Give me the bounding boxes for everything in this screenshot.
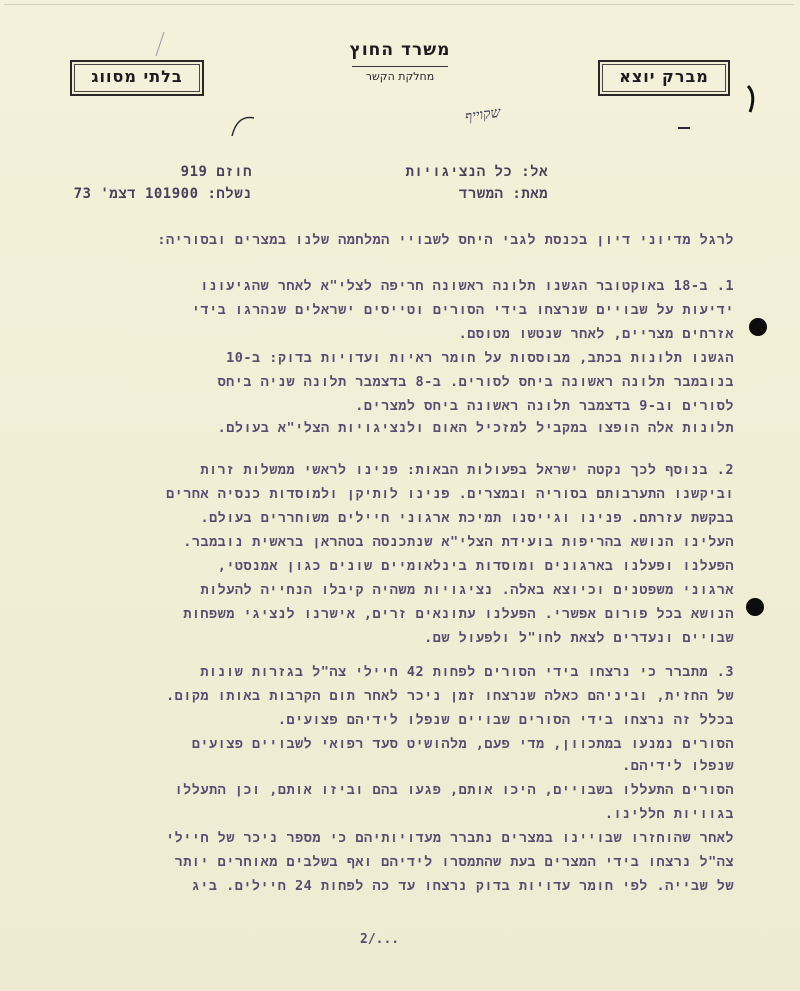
department-title: מחלקת הקשר <box>365 70 435 83</box>
body-line: לסורים וב-9 בדצמבר תלונה ראשונה ביחס למצרים. <box>355 398 734 414</box>
message-type-stamp: מברק יוצא <box>598 60 730 96</box>
body-line: שבויים ונעדרים לצאת לחו"ל ולפעול שם. <box>424 630 734 646</box>
body-line: 2. בנוסף לכך נקטה ישראל בפעולות הבאות: פנינו לראשי ממשלות זרות <box>200 462 734 478</box>
header-from: מאת: המשרד <box>458 186 548 202</box>
header-to: אל: כל הנציגויות <box>405 164 548 180</box>
body-line: ארגוני משפטנים וכיוצא באלה. נציגויות משהיה קיבלו הנחייה להעלות <box>200 582 734 598</box>
ministry-title: משרד החוץ <box>349 40 451 60</box>
body-line: 3. מתברר כי נרצחו בידי הסורים לפחות 42 חיילי צה"ל בגזרות שונות <box>200 664 734 680</box>
body-line: בכלל זה נרצחו בידי הסורים שבויים שנפלו לידיהם פצועים. <box>277 712 734 728</box>
body-line: וביקשנו התערבותם בסוריה ובמצרים. פנינו לותיקן ולמוסדות כנסיה אחרים <box>166 486 734 502</box>
body-line: בבקשת עזרתם. פנינו וגייסנו תמיכת ארגוני חיילים משוחררים בעולם. <box>200 510 734 526</box>
body-line: 1. ב-18 באוקטובר הגשנו תלונה ראשונה חריפה לצלי"א לאחר שהגיעונו <box>200 278 734 294</box>
body-line: שנפלו לידיהם. <box>622 758 734 774</box>
corner-mark <box>744 84 758 114</box>
body-line: העלינו הנושא בהריפות בועידת הצלי"א שנתכנסה בטהראן בראשית נובמבר. <box>183 534 734 550</box>
pen-mark-top <box>150 30 170 60</box>
body-line: לאחר שהוחזרו שבויינו במצרים נתברר מעדויותיהם כי מספר ניכר של חיילי <box>166 830 734 846</box>
handwritten-annotation: שקוייף <box>463 104 502 126</box>
body-line: של החזית, וביניהם כאלה שנרצחו זמן ניכר לאחר תום הקרבות באותו מקום. <box>165 688 734 704</box>
body-line: לרגל מדיוני דיון בכנסת לגבי היחס לשבויי המלחמה שלנו במצרים ובסוריה: <box>157 232 734 248</box>
body-line: בגוויות חללינו. <box>604 806 734 822</box>
body-line: ידיעות על שבויים שנרצחו בידי הסורים וטייסים ישראלים שנהרגו בידי <box>191 302 734 318</box>
classification-stamp: בלתי מסווג <box>70 60 204 96</box>
body-line: תלונות אלה הופצו במקביל למזכיל האום ולנציגויות הצלי"א בעולם. <box>217 420 734 436</box>
punch-hole-bottom <box>746 598 764 616</box>
body-line: הגשנו תלונות בכתב, מבוססות על חומר ראיות ועדויות בדוק: ב-10 <box>226 350 734 366</box>
header-sent: נשלח: 101900 דצמ' 73 <box>73 186 252 202</box>
body-line: הסורים התעללו בשבויים, היכו אותם, פגעו בהם וביזו אותם, וכן התעללו <box>174 782 734 798</box>
body-line: הסורים נמנעו במתכוון, מדי פעם, מלהושיט סעד רפואי לשבויים פצועים <box>191 736 734 752</box>
body-line: אזרחים מצריים, לאחר שנטשו מטוסם. <box>458 326 734 342</box>
body-line: צה"ל נרצחו בידי המצרים בעת שהתמסרו לידיהם ואף בשלבים מאוחרים יותר <box>174 854 734 870</box>
page-edge <box>4 4 794 5</box>
header-circular: חוזם 919 <box>180 164 252 180</box>
body-line: הפעלנו ופעלנו בארגונים ומוסדות בינלאומיים שונים כגון אמנסטי, <box>217 558 734 574</box>
pen-mark-dash <box>676 124 696 132</box>
body-line: של שבייה. לפי חומר עדויות בדוק נרצחו עד כה לפחות 24 חיילים. ביג <box>191 878 734 894</box>
body-line: בנובמבר תלונה ראשונה ביחס לסורים. ב-8 בדצמבר תלונה שניה ביחס <box>217 374 734 390</box>
pen-mark-left <box>228 110 258 140</box>
punch-hole-top <box>749 318 767 336</box>
body-line: הנושא בכל פורום אפשרי. הפעלנו עתונאים זרים, אישרנו לנציגי משפחות <box>183 606 734 622</box>
title-underline <box>352 66 448 67</box>
page-number: 2/... <box>360 932 400 947</box>
